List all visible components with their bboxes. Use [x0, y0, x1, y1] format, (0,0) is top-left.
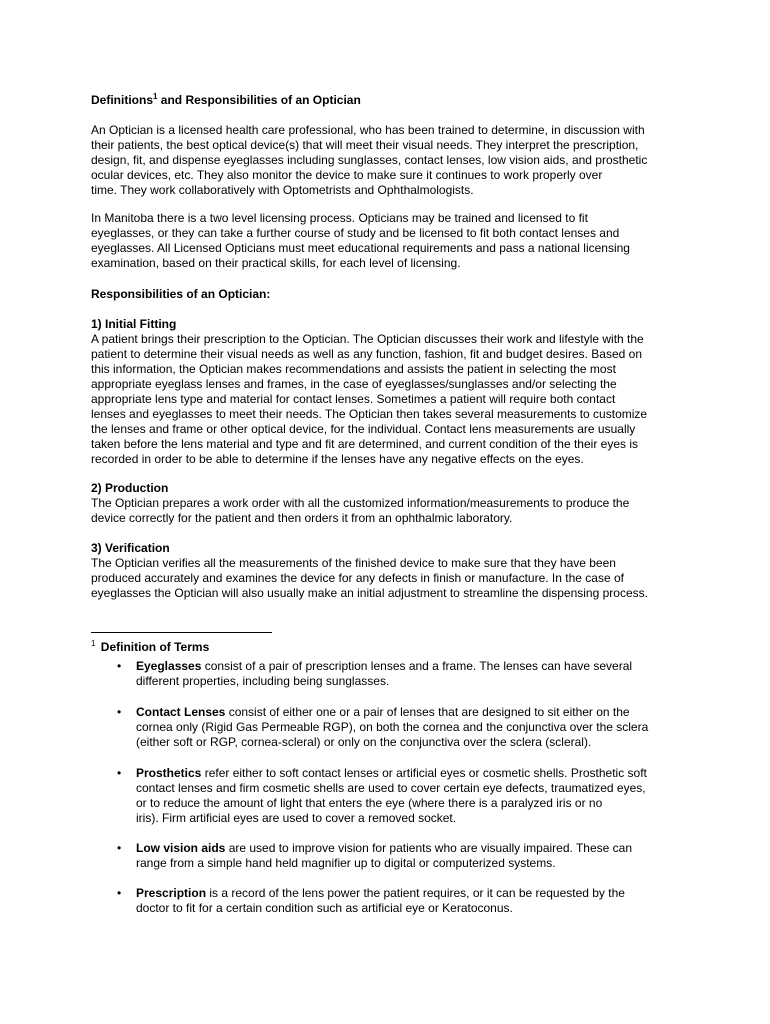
text-line: In Manitoba there is a two level licensing process. Opticians may be trained and licensed to fit	[91, 211, 588, 225]
text-line: taken before the lens material and type and fit are determined, and current condition of the their eyes is	[91, 437, 638, 451]
text-line: the lenses and frame or other optical device, for the individual. Contact lens measurements are usually	[91, 422, 636, 436]
definition-text: consist of a pair of prescription lenses and a frame. The lenses can have several	[201, 659, 633, 673]
text-line: patient to determine their visual needs as well as any function, fashion, fit and budget desires. Based on	[91, 347, 643, 361]
definition-body	[136, 841, 696, 871]
text-line: recorded in order to be able to determine if the lenses have any negative effects on the eyes.	[91, 452, 584, 466]
definition-text: is a record of the lens power the patient requires, or it can be requested by the	[206, 886, 625, 900]
text-line: eyeglasses, or they can take a further course of study and be licensed to fit both contact lenses and	[91, 226, 620, 240]
intro-paragraph	[91, 123, 691, 198]
definition-body	[136, 705, 696, 750]
text-line: this information, the Optician makes recommendations and assists the patient in selecting the most	[91, 362, 616, 376]
definition-text: are used to improve vision for patients who are visually impaired. These can	[225, 841, 633, 855]
definition-text: refer either to soft contact lenses or artificial eyes or cosmetic shells. Prosthetic soft	[201, 766, 647, 780]
definition-text: different properties, including being sunglasses.	[136, 674, 390, 688]
text-line: lenses and eyeglasses to meet their needs. The Optician then takes several measurements to customize	[91, 407, 648, 421]
text-line: appropriate eyeglass lenses and frames, in the case of eyeglasses/sunglasses and/or selecting the	[91, 377, 617, 391]
definition-text: (either soft or RGP, cornea-scleral) or only on the conjunctiva over the sclera (scleral).	[136, 735, 592, 749]
text-line: ocular devices, etc. They also monitor the device to make sure it continues to work properly over	[91, 168, 603, 182]
section-production	[91, 481, 691, 526]
bullet-icon: •	[117, 841, 122, 855]
definition-body	[136, 766, 696, 826]
definition-body	[136, 659, 696, 689]
definition-text: consist of either one or a pair of lenses that are designed to sit either on the	[225, 705, 630, 719]
definition-term: Contact Lenses	[136, 705, 226, 719]
footnote-reference: 1	[153, 92, 158, 101]
section-initial-fitting	[91, 317, 691, 467]
footnote-heading	[91, 640, 209, 655]
text-line: The Optician prepares a work order with all the customized information/measurements to produce the	[91, 496, 630, 510]
bullet-icon: •	[117, 886, 122, 900]
section-heading: 1) Initial Fitting	[91, 317, 177, 331]
section-heading: 2) Production	[91, 481, 169, 495]
definition-term: Low vision aids	[136, 841, 226, 855]
bullet-icon: •	[117, 659, 122, 673]
bullet-icon: •	[117, 705, 122, 719]
definition-text: iris). Firm artificial eyes are used to cover a removed socket.	[136, 811, 457, 825]
text-line: design, fit, and dispense eyeglasses including sunglasses, contact lenses, low vision aids, and prosthetic	[91, 153, 648, 167]
definition-term: Eyeglasses	[136, 659, 202, 673]
text-line: A patient brings their prescription to the Optician. The Optician discusses their work and lifestyle with the	[91, 332, 644, 346]
text-line: eyeglasses the Optician will also usually make an initial adjustment to streamline the dispensing process.	[91, 586, 648, 600]
section-heading: 3) Verification	[91, 541, 170, 555]
definition-text: cornea only (Rigid Gas Permeable RGP), on both the cornea and the conjunctiva over the sclera	[136, 720, 649, 734]
bullet-icon: •	[117, 766, 122, 780]
definition-body	[136, 886, 696, 916]
footnote-separator	[91, 632, 272, 633]
text-line: time. They work collaboratively with Optometrists and Ophthalmologists.	[91, 183, 474, 197]
text-line: produced accurately and examines the device for any defects in finish or manufacture. In the case of	[91, 571, 624, 585]
footnote-marker: 1	[91, 639, 96, 648]
definition-text: range from a simple hand held magnifier up to digital or computerized systems.	[136, 856, 556, 870]
definition-text: doctor to fit for a certain condition such as artificial eye or Keratoconus.	[136, 901, 513, 915]
text-line: eyeglasses. All Licensed Opticians must meet educational requirements and pass a national licensing	[91, 241, 630, 255]
text-line: appropriate lens type and material for contact lenses. Sometimes a patient will require both contact	[91, 392, 616, 406]
footnote-heading-label: Definition of Terms	[100, 640, 210, 654]
text-line: examination, based on their practical skills, for each level of licensing.	[91, 256, 461, 270]
definition-term: Prosthetics	[136, 766, 202, 780]
section-verification	[91, 541, 691, 601]
text-line: The Optician verifies all the measurements of the finished device to make sure that they have been	[91, 556, 616, 570]
responsibilities-heading: Responsibilities of an Optician:	[91, 287, 271, 301]
page-title	[91, 93, 361, 108]
text-line: their patients, the best optical device(s) that will meet their visual needs. They interpret the prescription,	[91, 138, 639, 152]
definition-term: Prescription	[136, 886, 207, 900]
text-line: An Optician is a licensed health care professional, who has been trained to determine, in discussion with	[91, 123, 645, 137]
definition-text: contact lenses and firm cosmetic shells are used to cover certain eye defects, traumatized eyes,	[136, 781, 646, 795]
manitoba-paragraph	[91, 211, 691, 271]
text-line: device correctly for the patient and then orders it from an ophthalmic laboratory.	[91, 511, 513, 525]
title-text-b: and Responsibilities of an Optician	[157, 93, 361, 107]
definition-text: or to reduce the amount of light that enters the eye (where there is a paralyzed iris or no	[136, 796, 603, 810]
title-text-a: Definitions	[91, 93, 153, 107]
